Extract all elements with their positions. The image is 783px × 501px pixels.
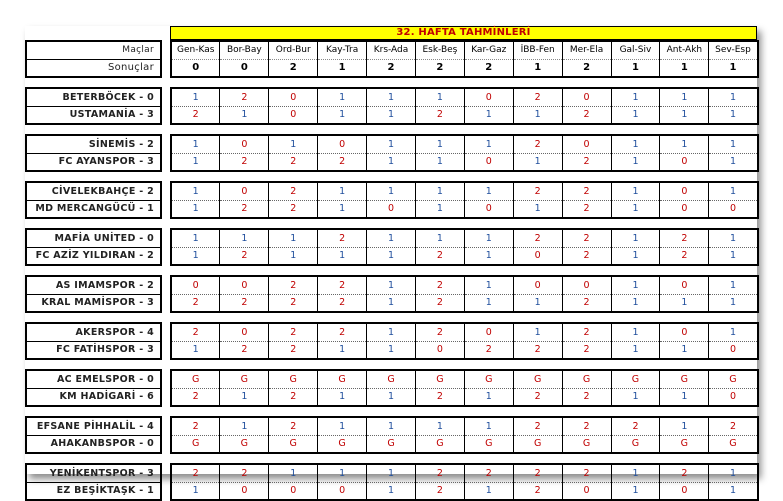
prediction-cell: G (562, 435, 611, 453)
prediction-cell: 2 (562, 182, 611, 200)
prediction-cell: 2 (269, 182, 318, 200)
fixture-home-row (26, 135, 758, 153)
fixture-away-row (26, 294, 758, 312)
prediction-cell: 1 (171, 88, 220, 106)
prediction-cell: 0 (660, 482, 709, 500)
prediction-cell: 0 (220, 323, 269, 341)
prediction-cell: 2 (415, 388, 464, 406)
team-label: AS IMAMSPOR - 2 (26, 276, 161, 294)
prediction-cell: 1 (709, 482, 758, 500)
prediction-cell: 1 (660, 341, 709, 359)
prediction-cell: G (318, 435, 367, 453)
prediction-cell: 1 (611, 323, 660, 341)
prediction-cell: G (220, 370, 269, 388)
fixture-home-row (26, 464, 758, 482)
prediction-cell: 1 (709, 464, 758, 482)
prediction-cell: 2 (513, 88, 562, 106)
team-label: YENİKENTSPOR - 3 (26, 464, 161, 482)
fixture-home-row (26, 229, 758, 247)
prediction-cell: 1 (709, 276, 758, 294)
prediction-cell: 2 (269, 276, 318, 294)
prediction-cell: 1 (709, 135, 758, 153)
team-label: FC AZİZ YILDIRAN - 2 (26, 247, 161, 265)
prediction-cell: 2 (318, 323, 367, 341)
prediction-cell: 1 (709, 294, 758, 312)
prediction-cell: 2 (562, 341, 611, 359)
prediction-cell: 2 (562, 247, 611, 265)
prediction-cell: 1 (709, 323, 758, 341)
prediction-cell: 2 (318, 276, 367, 294)
prediction-cell: 1 (318, 88, 367, 106)
prediction-cell: G (464, 370, 513, 388)
prediction-cell: 0 (318, 482, 367, 500)
prediction-cell: 2 (464, 341, 513, 359)
prediction-cell: 0 (513, 247, 562, 265)
team-label: KRAL MAMİSPOR - 3 (26, 294, 161, 312)
prediction-cell: 0 (709, 388, 758, 406)
prediction-cell: 2 (415, 294, 464, 312)
prediction-cell: 1 (464, 482, 513, 500)
prediction-cell: 2 (220, 247, 269, 265)
prediction-cell: 1 (367, 182, 416, 200)
team-label: FC FATİHSPOR - 3 (26, 341, 161, 359)
prediction-cell: 2 (513, 417, 562, 435)
prediction-cell: G (562, 370, 611, 388)
prediction-cell: G (318, 370, 367, 388)
match-result-cell: 2 (464, 59, 513, 77)
prediction-cell: 2 (415, 464, 464, 482)
match-result-cell: 1 (513, 59, 562, 77)
prediction-cell: 0 (269, 106, 318, 124)
prediction-cell: 2 (269, 153, 318, 171)
match-result-cell: 1 (660, 59, 709, 77)
prediction-cell: 1 (318, 106, 367, 124)
prediction-cell: G (611, 370, 660, 388)
prediction-cell: 2 (562, 200, 611, 218)
prediction-cell: 2 (562, 388, 611, 406)
prediction-cell: 0 (464, 153, 513, 171)
prediction-cell: G (171, 370, 220, 388)
fixture-home-row (26, 370, 758, 388)
prediction-cell: 1 (318, 182, 367, 200)
prediction-cell: 1 (367, 341, 416, 359)
match-result-cell: 0 (171, 59, 220, 77)
match-header-cell: Kar-Gaz (464, 41, 513, 59)
prediction-cell: 2 (269, 200, 318, 218)
match-result-cell: 2 (367, 59, 416, 77)
prediction-cell: 0 (709, 200, 758, 218)
prediction-cell: 1 (709, 88, 758, 106)
results-label: Sonuçlar (26, 59, 161, 77)
prediction-cell: 1 (220, 417, 269, 435)
results-row (26, 59, 758, 77)
prediction-cell: 1 (611, 388, 660, 406)
prediction-cell: 0 (660, 182, 709, 200)
prediction-cell: 1 (318, 200, 367, 218)
team-label: SİNEMİS - 2 (26, 135, 161, 153)
prediction-cell: 0 (562, 482, 611, 500)
prediction-cell: 1 (318, 341, 367, 359)
match-result-cell: 2 (269, 59, 318, 77)
prediction-cell: G (513, 370, 562, 388)
prediction-cell: 1 (611, 106, 660, 124)
prediction-cell: 1 (709, 229, 758, 247)
prediction-cell: 1 (220, 388, 269, 406)
prediction-cell: 2 (513, 341, 562, 359)
prediction-cell: 0 (318, 135, 367, 153)
prediction-cell: 1 (611, 135, 660, 153)
fixture-away-row (26, 247, 758, 265)
prediction-cell: 1 (367, 153, 416, 171)
prediction-cell: 0 (220, 182, 269, 200)
predictions-table (25, 40, 759, 501)
prediction-cell: 1 (415, 417, 464, 435)
match-result-cell: 2 (415, 59, 464, 77)
prediction-cell: 2 (269, 417, 318, 435)
prediction-cell: 1 (367, 135, 416, 153)
match-header-cell: Bor-Bay (220, 41, 269, 59)
prediction-cell: 2 (269, 294, 318, 312)
prediction-cell: 2 (415, 106, 464, 124)
prediction-cell: 1 (464, 135, 513, 153)
prediction-cell: 1 (709, 247, 758, 265)
prediction-cell: 0 (464, 200, 513, 218)
prediction-cell: 2 (318, 294, 367, 312)
prediction-cell: 2 (562, 323, 611, 341)
team-label: AHAKANBSPOR - 0 (26, 435, 161, 453)
matches-header-row (26, 41, 758, 59)
team-label: MD MERCANGÜCÜ - 1 (26, 200, 161, 218)
prediction-cell: 1 (513, 323, 562, 341)
team-label: CİVELEKBAHÇE - 2 (26, 182, 161, 200)
prediction-cell: 0 (464, 88, 513, 106)
prediction-cell: G (611, 435, 660, 453)
prediction-cell: 2 (220, 464, 269, 482)
prediction-cell: 0 (562, 276, 611, 294)
prediction-cell: 2 (562, 229, 611, 247)
prediction-cell: 1 (269, 247, 318, 265)
team-label: BETERBÖCEK - 0 (26, 88, 161, 106)
prediction-cell: 1 (660, 135, 709, 153)
prediction-cell: 2 (415, 323, 464, 341)
prediction-cell: 1 (464, 294, 513, 312)
match-result-cell: 1 (611, 59, 660, 77)
prediction-cell: 2 (660, 464, 709, 482)
prediction-cell: 0 (415, 341, 464, 359)
prediction-cell: 2 (513, 229, 562, 247)
prediction-cell: 2 (220, 153, 269, 171)
prediction-cell: G (171, 435, 220, 453)
prediction-cell: 2 (660, 247, 709, 265)
prediction-cell: G (709, 370, 758, 388)
prediction-cell: 1 (464, 247, 513, 265)
prediction-cell: 1 (709, 106, 758, 124)
prediction-cell: 2 (513, 464, 562, 482)
match-header-cell: Ant-Akh (660, 41, 709, 59)
fixture-away-row (26, 341, 758, 359)
team-label: MAFİA UNİTED - 0 (26, 229, 161, 247)
prediction-cell: 2 (171, 417, 220, 435)
prediction-cell: 1 (171, 153, 220, 171)
prediction-cell: 1 (367, 276, 416, 294)
team-label: AKERSPOR - 4 (26, 323, 161, 341)
prediction-cell: 1 (660, 388, 709, 406)
prediction-cell: 1 (660, 294, 709, 312)
prediction-cell: 2 (415, 247, 464, 265)
prediction-cell: 2 (415, 276, 464, 294)
prediction-cell: 0 (660, 153, 709, 171)
prediction-cell: 1 (269, 464, 318, 482)
prediction-cell: 1 (611, 276, 660, 294)
fixture-home-row (26, 88, 758, 106)
prediction-cell: 1 (318, 247, 367, 265)
prediction-cell: 1 (660, 106, 709, 124)
prediction-cell: 1 (611, 464, 660, 482)
prediction-cell: 0 (562, 88, 611, 106)
prediction-cell: 0 (269, 88, 318, 106)
fixture-home-row (26, 182, 758, 200)
prediction-cell: G (269, 370, 318, 388)
prediction-cell: 1 (415, 153, 464, 171)
match-result-cell: 1 (709, 59, 758, 77)
prediction-cell: 1 (367, 229, 416, 247)
match-header-cell: Mer-Ela (562, 41, 611, 59)
prediction-cell: 0 (660, 276, 709, 294)
prediction-cell: 2 (562, 106, 611, 124)
fixture-away-row (26, 482, 758, 500)
prediction-cell: 1 (171, 182, 220, 200)
prediction-cell: 1 (367, 247, 416, 265)
prediction-cell: 1 (367, 106, 416, 124)
prediction-cell: 0 (660, 200, 709, 218)
prediction-cell: 1 (464, 388, 513, 406)
fixture-away-row (26, 435, 758, 453)
prediction-cell: 1 (367, 482, 416, 500)
prediction-cell: G (464, 435, 513, 453)
prediction-cell: G (220, 435, 269, 453)
prediction-cell: 1 (367, 417, 416, 435)
prediction-cell: G (415, 435, 464, 453)
fixture-home-row (26, 323, 758, 341)
prediction-cell: 1 (318, 464, 367, 482)
prediction-cell: 1 (171, 135, 220, 153)
prediction-cell: 1 (318, 388, 367, 406)
prediction-cell: 1 (415, 88, 464, 106)
team-label: KM HADİGARİ - 6 (26, 388, 161, 406)
prediction-cell: 2 (415, 482, 464, 500)
prediction-cell: G (415, 370, 464, 388)
team-label: EFSANE PİHHALİL - 4 (26, 417, 161, 435)
prediction-cell: 0 (220, 135, 269, 153)
match-header-cell: İBB-Fen (513, 41, 562, 59)
match-header-cell: Gal-Siv (611, 41, 660, 59)
prediction-cell: 2 (513, 182, 562, 200)
prediction-cell: 1 (513, 200, 562, 218)
prediction-cell: 0 (562, 135, 611, 153)
prediction-cell: 1 (709, 182, 758, 200)
prediction-cell: 1 (464, 229, 513, 247)
prediction-cell: 1 (611, 247, 660, 265)
prediction-cell: 2 (171, 294, 220, 312)
prediction-cell: 2 (660, 229, 709, 247)
prediction-cell: G (660, 435, 709, 453)
prediction-cell: 1 (220, 229, 269, 247)
prediction-cell: 1 (611, 341, 660, 359)
match-header-cell: Esk-Beş (415, 41, 464, 59)
match-result-cell: 1 (318, 59, 367, 77)
prediction-cell: G (367, 435, 416, 453)
sheet-title: 32. HAFTA TAHMİNLERİ (170, 26, 757, 40)
fixture-away-row (26, 388, 758, 406)
prediction-cell: 2 (269, 388, 318, 406)
prediction-cell: 0 (464, 323, 513, 341)
prediction-cell: 1 (367, 294, 416, 312)
prediction-cell: 0 (171, 276, 220, 294)
prediction-cell: 0 (220, 276, 269, 294)
prediction-cell: 1 (513, 294, 562, 312)
prediction-cell: G (269, 435, 318, 453)
prediction-cell: 1 (611, 294, 660, 312)
fixture-home-row (26, 276, 758, 294)
prediction-cell: G (709, 435, 758, 453)
prediction-cell: 2 (220, 294, 269, 312)
prediction-cell: 2 (220, 88, 269, 106)
prediction-cell: 2 (709, 417, 758, 435)
prediction-cell: 1 (611, 153, 660, 171)
prediction-cell: 2 (513, 388, 562, 406)
prediction-cell: 1 (611, 182, 660, 200)
prediction-cell: 1 (611, 200, 660, 218)
prediction-cell: 2 (171, 106, 220, 124)
prediction-cell: 0 (513, 276, 562, 294)
prediction-cell: 2 (611, 417, 660, 435)
prediction-cell: 0 (709, 341, 758, 359)
prediction-cell: 1 (171, 229, 220, 247)
match-result-cell: 0 (220, 59, 269, 77)
prediction-cell: 2 (513, 135, 562, 153)
fixture-away-row (26, 200, 758, 218)
prediction-cell: 1 (611, 229, 660, 247)
prediction-cell: 1 (171, 200, 220, 218)
prediction-cell: G (513, 435, 562, 453)
prediction-cell: 2 (269, 341, 318, 359)
prediction-cell: 1 (660, 417, 709, 435)
prediction-cell: 2 (464, 464, 513, 482)
prediction-cell: 2 (562, 294, 611, 312)
prediction-cell: 0 (220, 482, 269, 500)
prediction-cell: 0 (367, 200, 416, 218)
prediction-cell: 1 (367, 88, 416, 106)
prediction-cell: 1 (513, 106, 562, 124)
prediction-cell: 1 (660, 88, 709, 106)
team-label: USTAMANİA - 3 (26, 106, 161, 124)
prediction-cell: 1 (269, 229, 318, 247)
team-label: FC AYANSPOR - 3 (26, 153, 161, 171)
prediction-cell: 2 (562, 464, 611, 482)
prediction-cell: 0 (660, 323, 709, 341)
prediction-cell: 2 (220, 200, 269, 218)
prediction-cell: 1 (220, 106, 269, 124)
prediction-cell: 1 (611, 482, 660, 500)
prediction-cell: 1 (367, 464, 416, 482)
match-header-cell: Ord-Bur (269, 41, 318, 59)
prediction-cell: 1 (611, 88, 660, 106)
matches-label: Maçlar (26, 41, 161, 59)
prediction-cell: 1 (709, 153, 758, 171)
prediction-cell: 1 (171, 341, 220, 359)
prediction-cell: 2 (513, 482, 562, 500)
match-header-cell: Gen-Kas (171, 41, 220, 59)
prediction-cell: 1 (415, 229, 464, 247)
prediction-cell: 1 (367, 323, 416, 341)
fixture-home-row (26, 417, 758, 435)
team-label: EZ BEŞİKTAŞK - 1 (26, 482, 161, 500)
prediction-cell: 1 (513, 153, 562, 171)
match-result-cell: 2 (562, 59, 611, 77)
prediction-cell: 1 (415, 135, 464, 153)
match-header-cell: Krs-Ada (367, 41, 416, 59)
prediction-cell: 1 (464, 106, 513, 124)
prediction-cell: G (660, 370, 709, 388)
prediction-cell: 2 (562, 417, 611, 435)
prediction-cell: 1 (464, 276, 513, 294)
prediction-cell: 2 (318, 153, 367, 171)
prediction-cell: 1 (171, 247, 220, 265)
prediction-cell: 2 (171, 323, 220, 341)
prediction-cell: 2 (171, 388, 220, 406)
fixture-away-row (26, 106, 758, 124)
prediction-cell: 0 (269, 482, 318, 500)
team-label: AC EMELSPOR - 0 (26, 370, 161, 388)
fixture-away-row (26, 153, 758, 171)
prediction-cell: 2 (220, 341, 269, 359)
prediction-cell: 2 (318, 229, 367, 247)
prediction-cell: G (367, 370, 416, 388)
match-header-cell: Kay-Tra (318, 41, 367, 59)
prediction-cell: 1 (367, 388, 416, 406)
match-header-cell: Sev-Esp (709, 41, 758, 59)
prediction-cell: 1 (415, 182, 464, 200)
prediction-cell: 1 (269, 135, 318, 153)
prediction-cell: 1 (464, 182, 513, 200)
prediction-cell: 2 (269, 323, 318, 341)
prediction-cell: 1 (171, 482, 220, 500)
prediction-cell: 1 (415, 200, 464, 218)
prediction-cell: 2 (171, 464, 220, 482)
prediction-cell: 1 (318, 417, 367, 435)
prediction-cell: 2 (562, 153, 611, 171)
prediction-cell: 1 (464, 417, 513, 435)
